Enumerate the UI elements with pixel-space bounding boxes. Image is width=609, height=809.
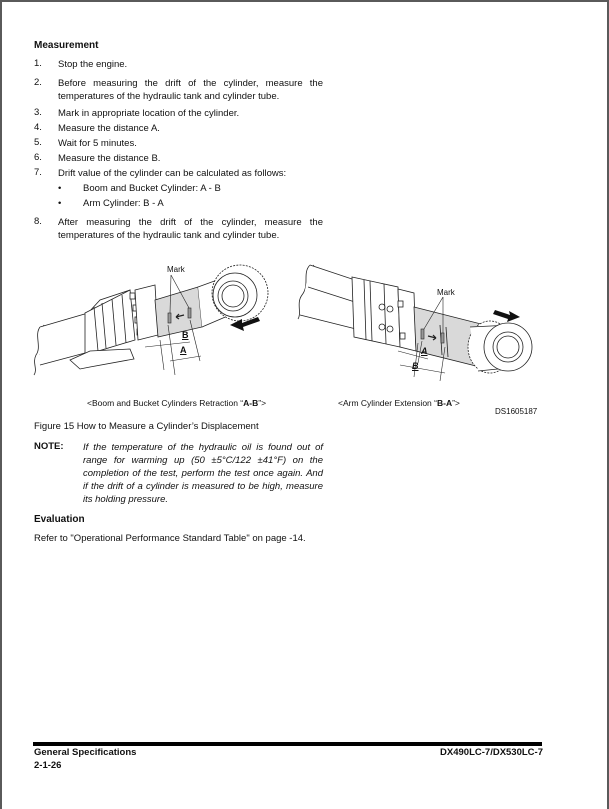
evaluation-text: Refer to "Operational Performance Standard Table" on page -14.: [34, 533, 306, 544]
caption-text: ”>: [452, 398, 460, 408]
dimension-b-label-right: B: [412, 361, 419, 371]
bullet-icon: •: [58, 198, 62, 209]
footer-page-number: 2-1-26: [34, 760, 62, 771]
bullet-icon: •: [58, 183, 62, 194]
section-heading: Measurement: [34, 40, 99, 51]
caption-text: <Arm Cylinder Extension “: [338, 398, 437, 408]
mark-label-left: Mark: [167, 265, 185, 274]
figure-title: [34, 421, 259, 432]
mark-1: [421, 329, 424, 339]
mark-2: [188, 308, 191, 318]
figure-number: Figure 15: [34, 421, 75, 432]
mark-label-right: Mark: [437, 288, 455, 297]
figure-code: DS1605187: [495, 407, 538, 416]
step-number: 2.: [34, 77, 42, 88]
footer-rule: [33, 742, 542, 746]
footer-model: DX490LC-7/DX530LC-7: [440, 747, 543, 758]
dimension-a-label-left: A: [180, 345, 187, 355]
step-number: 4.: [34, 122, 42, 133]
step-text: Stop the engine.: [58, 59, 128, 70]
caption-formula: B-A: [436, 398, 453, 408]
dimension-a-label-right: A: [421, 346, 428, 356]
step-text: Before measuring the drift of the cylinder, measure the temperatures of the hydraulic tank and cylinder tube.: [58, 78, 323, 102]
piston-rod: [155, 287, 202, 337]
bullet-text: Boom and Bucket Cylinder: A - B: [83, 183, 221, 194]
arm-cylinder-diagram: [290, 255, 560, 385]
cylinder-tube: [300, 265, 360, 330]
dimension-b-label-left: B: [182, 330, 189, 340]
step-text: Wait for 5 minutes.: [58, 138, 137, 149]
boom-bucket-cylinder-diagram: [30, 255, 290, 385]
mark-2: [441, 333, 444, 343]
break-line: [34, 327, 40, 375]
step-number: 8.: [34, 216, 42, 227]
figure-title-text: How to Measure a Cylinder’s Displacement: [74, 421, 259, 432]
step-number: 3.: [34, 107, 42, 118]
right-diagram-caption: [338, 398, 460, 408]
note-text: If the temperature of the hydraulic oil is found out of range for warming up (50 ±5°C/122 ±41°F) on the completion of the test, perform the test once again. And if the drift of a cylinder is measured to be high, measure its holding pressure.: [83, 442, 323, 505]
step-text: Measure the distance A.: [58, 123, 160, 134]
step-text: Mark in appropriate location of the cylinder.: [58, 108, 240, 119]
caption-formula: A-B: [243, 398, 259, 408]
evaluation-heading: Evaluation: [34, 514, 85, 525]
bullet-text: Arm Cylinder: B - A: [83, 198, 164, 209]
caption-text: <Boom and Bucket Cylinders Retraction “: [87, 398, 244, 408]
note-label: NOTE:: [34, 441, 64, 452]
step-number: 5.: [34, 137, 42, 148]
caption-text: ”>: [258, 398, 267, 408]
step-text: After measuring the drift of the cylinder, measure the temperatures of the hydraulic tank and cylinder tube.: [58, 217, 323, 241]
step-text: Measure the distance B.: [58, 153, 161, 164]
extension-arrow-icon: [493, 310, 520, 322]
mark-1: [168, 313, 171, 323]
left-diagram-caption: [87, 398, 266, 408]
step-number: 1.: [34, 58, 42, 69]
footer-section: General Specifications: [34, 747, 137, 758]
step-text: Drift value of the cylinder can be calculated as follows:: [58, 168, 287, 179]
step-number: 7.: [34, 167, 42, 178]
step-number: 6.: [34, 152, 42, 163]
